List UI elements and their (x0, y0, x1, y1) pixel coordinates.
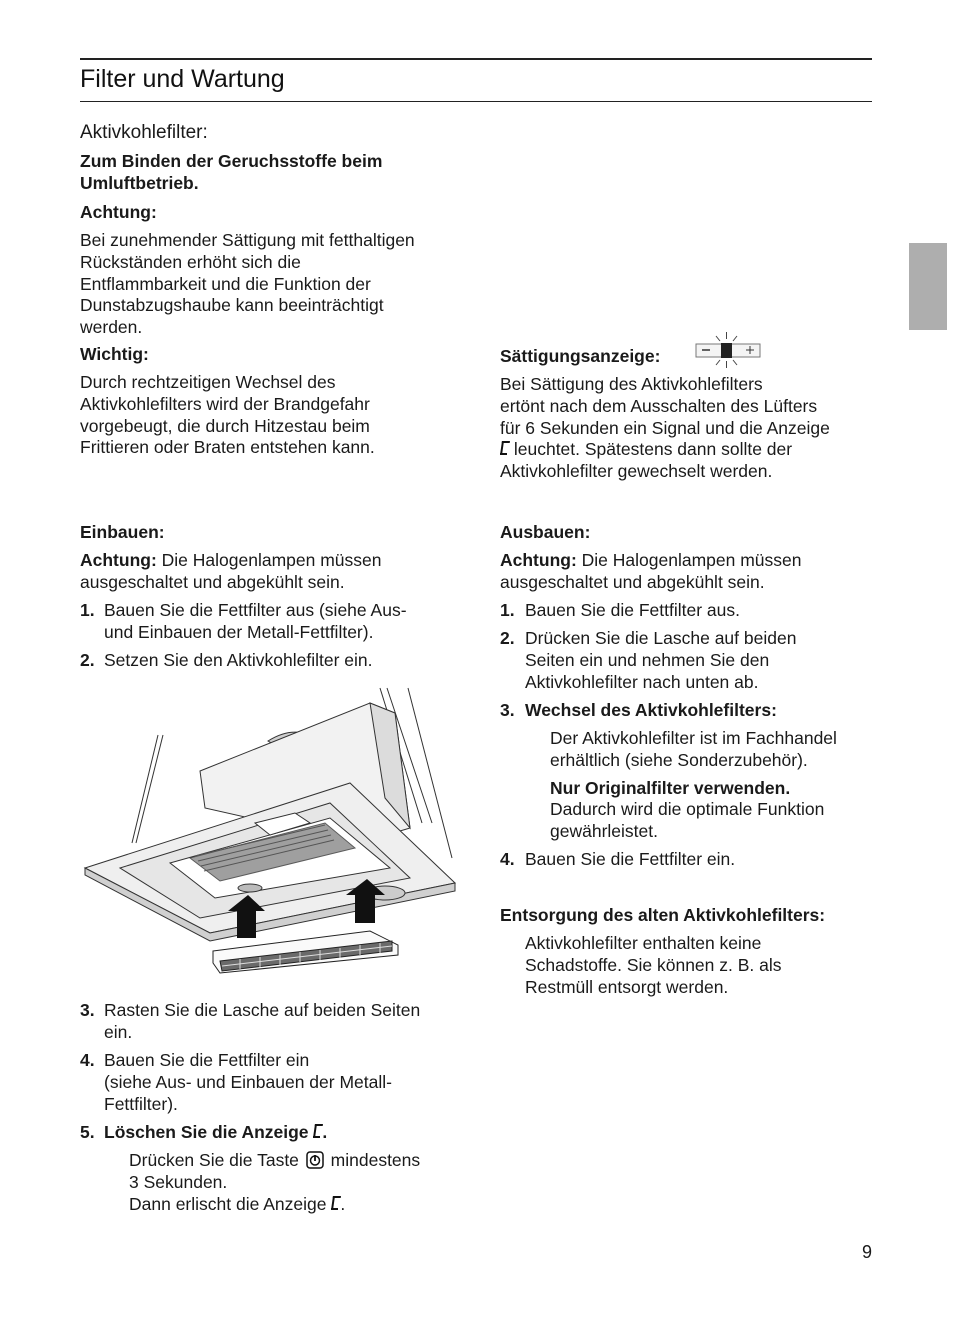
einbauen-step-1-text: Bauen Sie die Fettfilter aus (siehe Aus- und Einbauen der Metall-Fettfilter). (104, 600, 407, 642)
step5-line3: Dann erlischt die Anzeige (129, 1194, 327, 1214)
einbauen-heading: Einbauen: (80, 522, 165, 542)
ausbauen-step-4-number: 4. (500, 849, 515, 869)
title-rule (80, 101, 872, 102)
ausbauen-achtung (500, 550, 802, 594)
saturation-display-icon (313, 1124, 322, 1139)
saettigung-text-3: Aktivkohlefilter gewechselt werden. (500, 461, 773, 481)
ausbauen-achtung-text: Die Halogenlampen müssen ausgeschaltet und abgekühlt sein. (500, 550, 802, 592)
ausbauen-step-3-detail: Der Aktivkohlefilter ist im Fachhandel erhältlich (siehe Sonderzubehör). (550, 728, 837, 770)
einbauen-step-5-text: Löschen Sie die Anzeige (104, 1122, 309, 1142)
einbauen-step-1-number: 1. (80, 600, 95, 620)
einbauen-step-5-line-1 (129, 1150, 420, 1172)
ausbauen-step-1-text: Bauen Sie die Fettfilter aus. (525, 600, 740, 620)
ausbauen-step-3-text: Wechsel des Aktivkohlefilters: (525, 700, 777, 720)
subheading: Zum Binden der Geruchsstoffe beim Umluftbetrieb. (80, 151, 383, 193)
einbauen-step-5-heading: Löschen Sie die Anzeige . (104, 1122, 328, 1142)
section-tab-marker (909, 243, 947, 330)
einbauen-step-2-text: Setzen Sie den Aktivkohlefilter ein. (104, 650, 373, 670)
page-title: Filter und Wartung (80, 65, 285, 93)
einbauen-step-4-text: Bauen Sie die Fettfilter ein (siehe Aus- und Einbauen der Metall- Fettfilter). (104, 1050, 392, 1114)
hood-filter-illustration (80, 683, 460, 983)
einbauen-achtung (80, 550, 382, 594)
ausbauen-step-2-number: 2. (500, 628, 515, 648)
einbauen-step-3-text: Rasten Sie die Lasche auf beiden Seiten ein. (104, 1000, 421, 1042)
entsorgung-text: Aktivkohlefilter enthalten keine Schadstoffe. Sie können z. B. als Restmüll entsorgt werden. (525, 933, 782, 997)
saettigung-text-2: leuchtet. Spätestens dann sollte der (509, 439, 793, 459)
page-number: 9 (861, 1242, 872, 1262)
ausbauen-step-3-bold: Nur Originalfilter verwenden. (550, 778, 791, 798)
ausbauen-achtung-label: Achtung: (500, 550, 577, 570)
saettigung-text-2-line (500, 439, 792, 461)
einbauen-step-5-line-3: Dann erlischt die Anzeige . (129, 1194, 346, 1214)
saturation-display-icon (500, 441, 509, 456)
wichtig-label: Wichtig: (80, 344, 149, 364)
ausbauen-step-3-number: 3. (500, 700, 515, 720)
wichtig-text: Durch rechtzeitigen Wechsel des Aktivkohlefilters wird der Brandgefahr vorgebeugt, die durch Hitzestau beim Frittieren oder Braten entstehen kann. (80, 372, 375, 458)
achtung-label: Achtung: (80, 202, 157, 222)
step5-line1-before: Drücken Sie die Taste (129, 1150, 299, 1170)
ausbauen-heading: Ausbauen: (500, 522, 591, 542)
top-rule (80, 58, 872, 60)
einbauen-step-4-number: 4. (80, 1050, 95, 1070)
saturation-indicator-icon (692, 330, 764, 370)
section-heading-aktivkohlefilter: Aktivkohlefilter: (80, 122, 208, 143)
step5-line1-after: mindestens (325, 1150, 421, 1170)
saturation-display-icon (331, 1196, 340, 1211)
einbauen-step-3-number: 3. (80, 1000, 95, 1020)
ausbauen-step-3-detail-2: Dadurch wird die optimale Funktion gewährleistet. (550, 799, 825, 841)
power-button-icon (306, 1151, 324, 1169)
einbauen-achtung-label: Achtung: (80, 550, 157, 570)
einbauen-step-5-number: 5. (80, 1122, 95, 1142)
einbauen-step-2-number: 2. (80, 650, 95, 670)
saettigung-text-1: Bei Sättigung des Aktivkohlefilters ertönt nach dem Ausschalten des Lüfters für 6 Sekunden ein Signal und die Anzeige (500, 374, 830, 438)
ausbauen-step-4-text: Bauen Sie die Fettfilter ein. (525, 849, 736, 869)
einbauen-step-5-line-2: 3 Sekunden. (129, 1172, 228, 1192)
saettigung-label: Sättigungsanzeige: (500, 346, 661, 366)
ausbauen-step-2-text: Drücken Sie die Lasche auf beiden Seiten ein und nehmen Sie den Aktivkohlefilter nach unten ab. (525, 628, 797, 692)
achtung-text: Bei zunehmender Sättigung mit fetthaltigen Rückständen erhöht sich die Entflammbarkeit und die Funktion der Dunstabzugshaube kann beeinträchtigt werden. (80, 230, 415, 338)
einbauen-achtung-text: Die Halogenlampen müssen ausgeschaltet und abgekühlt sein. (80, 550, 382, 592)
ausbauen-step-1-number: 1. (500, 600, 515, 620)
entsorgung-heading: Entsorgung des alten Aktivkohlefilters: (500, 905, 826, 925)
